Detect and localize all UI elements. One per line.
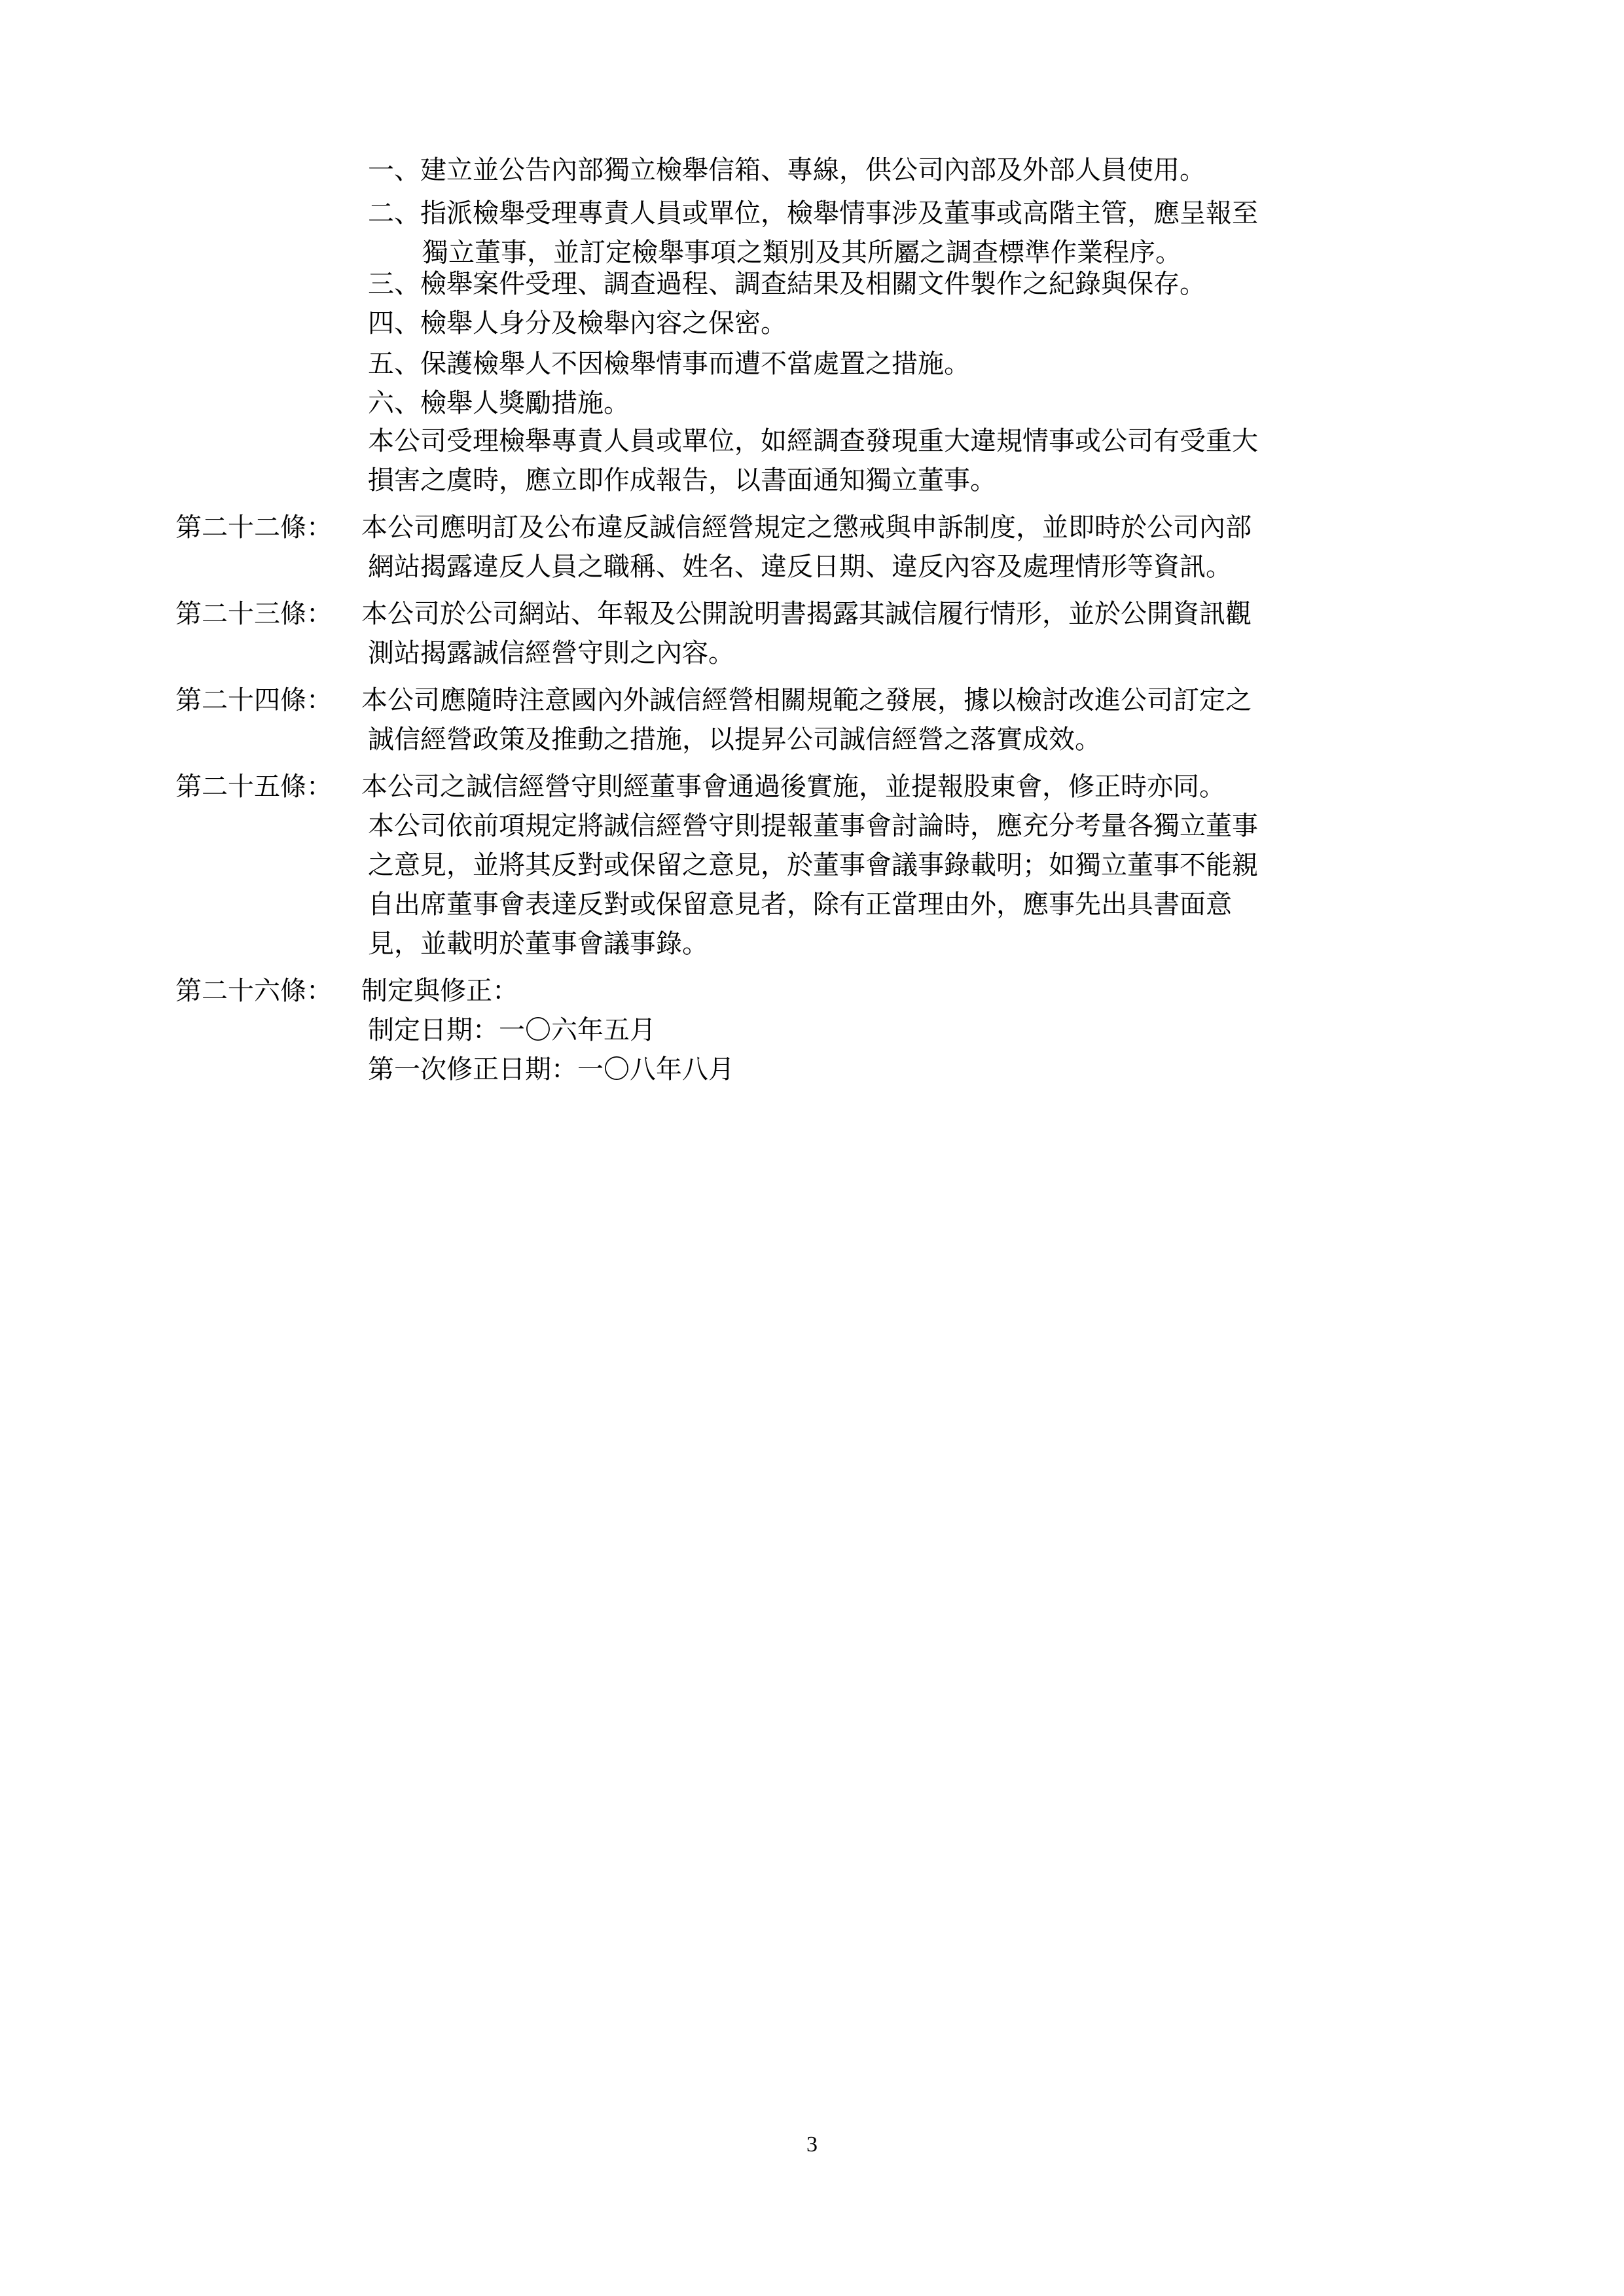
list-item-2: 二、指派檢舉受理專責人員或單位，檢舉情事涉及董事或高階主管，應呈報至 <box>368 198 1258 228</box>
article-23-label: 第二十三條： <box>175 599 333 629</box>
article-26-label: 第二十六條： <box>175 976 333 1006</box>
article-22-label: 第二十二條： <box>175 512 333 543</box>
article-25-line: 本公司之誠信經營守則經董事會通過後實施，並提報股東會，修正時亦同。 <box>361 772 1225 802</box>
enactment-date: 制定日期：一〇六年五月 <box>368 1015 656 1045</box>
list-item-5: 五、保護檢舉人不因檢舉情事而遭不當處置之措施。 <box>368 349 970 379</box>
article-26-line: 制定與修正： <box>361 976 518 1006</box>
article-25-label: 第二十五條： <box>175 772 333 802</box>
article-23-line: 本公司於公司網站、年報及公開說明書揭露其誠信履行情形，並於公開資訊觀 <box>361 599 1252 629</box>
paragraph-line: 本公司受理檢舉專責人員或單位，如經調查發現重大違規情事或公司有受重大 <box>368 426 1258 456</box>
list-item-3: 三、檢舉案件受理、調查過程、調查結果及相關文件製作之紀錄與保存。 <box>368 269 1206 299</box>
article-25-line: 自出席董事會表達反對或保留意見者，除有正當理由外，應事先出具書面意 <box>368 889 1232 920</box>
list-item-2-continued: 獨立董事，並訂定檢舉事項之類別及其所屬之調查標準作業程序。 <box>422 238 1182 268</box>
paragraph-line: 損害之虞時，應立即作成報告，以書面通知獨立董事。 <box>368 465 996 495</box>
amendment-date: 第一次修正日期：一〇八年八月 <box>368 1054 734 1085</box>
article-22-line: 網站揭露違反人員之職稱、姓名、違反日期、違反內容及處理情形等資訊。 <box>368 552 1232 582</box>
article-25-line: 之意見，並將其反對或保留之意見，於董事會議事錄載明；如獨立董事不能親 <box>368 850 1258 880</box>
article-25-line: 本公司依前項規定將誠信經營守則提報董事會討論時，應充分考量各獨立董事 <box>368 811 1258 841</box>
article-23-line: 測站揭露誠信經營守則之內容。 <box>368 638 734 668</box>
article-25-line: 見，並載明於董事會議事錄。 <box>368 929 708 959</box>
article-24-label: 第二十四條： <box>175 685 333 715</box>
list-item-6: 六、檢舉人獎勵措施。 <box>368 388 630 418</box>
list-item-1: 一、建立並公告內部獨立檢舉信箱、專線，供公司內部及外部人員使用。 <box>368 155 1206 185</box>
article-24-line: 本公司應隨時注意國內外誠信經營相關規範之發展，據以檢討改進公司訂定之 <box>361 685 1252 715</box>
article-24-line: 誠信經營政策及推動之措施，以提昇公司誠信經營之落實成效。 <box>368 725 1101 755</box>
article-22-line: 本公司應明訂及公布違反誠信經營規定之懲戒與申訴制度，並即時於公司內部 <box>361 512 1252 543</box>
list-item-4: 四、檢舉人身分及檢舉內容之保密。 <box>368 308 787 338</box>
page-number: 3 <box>806 2132 818 2157</box>
